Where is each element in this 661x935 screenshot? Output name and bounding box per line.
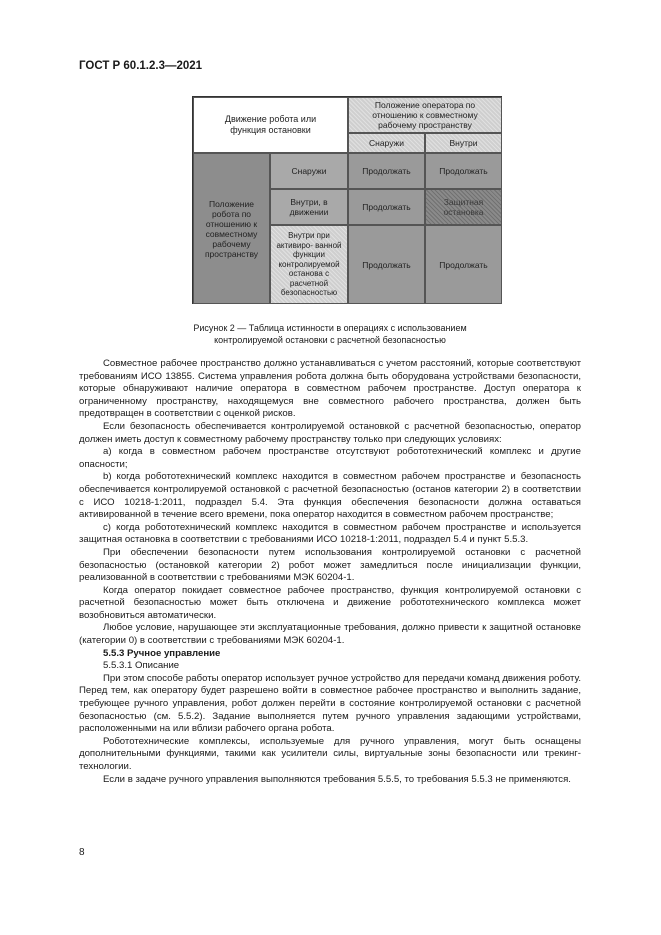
column-header-inside-text: Внутри <box>449 138 478 148</box>
column-header-outside <box>348 133 425 153</box>
table-header-operator-position <box>348 97 502 133</box>
figure-caption <box>79 322 581 346</box>
row-label-inside-monitored-stop-text: Внутри при активиро- ванной функции контролируемой останова с расчетной безопасностью <box>276 231 342 298</box>
row-label-inside-moving <box>270 189 348 225</box>
paragraph: При обеспечении безопасности путем использования контролируемой остановки с расчетной безопасностью (остановкой категории 2) робот может замедлиться после инициализации функции, реализованной в соответствии с требованиями МЭК 60204-1. <box>79 546 581 584</box>
column-header-outside-text: Снаружи <box>369 138 404 148</box>
figure-caption-line1: Рисунок 2 — Таблица истинности в операциях с использованием <box>193 323 467 333</box>
cell-r2-outside <box>348 189 425 225</box>
section-heading-553: 5.5.3 Ручное управление <box>103 647 221 659</box>
cell-r1-inside-text: Продолжать <box>439 166 488 176</box>
table-header-operator-position-text: Положение оператора по отношению к совместному рабочему пространству <box>372 100 478 130</box>
paragraph: Если в задаче ручного управления выполняются требования 5.5.5, то требования 5.5.3 не применяются. <box>103 773 571 785</box>
column-header-inside <box>425 133 502 153</box>
cell-r2-inside-protective-stop <box>425 189 502 225</box>
paragraph: Совместное рабочее пространство должно устанавливаться с учетом расстояний, которые соответствуют требованиям ИСО 13855. Система управления робота должна быть оборудована устройствами безопасности, которые обнаруживают наличие оператора в совместном рабочем пространстве. Доступ оператора к ограниченному пространству, находящемуся вне совместного рабочего пространства, должен быть предотвращен в соответствии с оценкой рисков. <box>79 358 581 420</box>
row-label-outside-text: Снаружи <box>291 166 327 176</box>
cell-r2-outside-text: Продолжать <box>362 202 411 212</box>
cell-r3-inside-text: Продолжать <box>439 259 488 270</box>
page-number: 8 <box>79 847 85 858</box>
table-header-robot-motion <box>193 97 348 153</box>
paragraph-list-item: a) когда в совместном рабочем пространстве отсутствуют робототехнический комплекс и другие опасности; <box>79 446 581 470</box>
cell-r3-outside-text: Продолжать <box>362 259 411 270</box>
paragraph: Любое условие, нарушающее эти эксплуатационные требования, должно привести к защитной остановке (категории 0) в соответствии с требованиями МЭК 60204-1. <box>79 622 581 647</box>
row-label-inside-moving-text: Внутри, в движении <box>289 197 329 217</box>
table-header-robot-motion-text: Движение робота или функция остановки <box>224 114 317 135</box>
cell-r1-outside <box>348 153 425 189</box>
paragraph-list-item: b) когда робототехнический комплекс находится в совместном рабочем пространстве и безопасность обеспечивается контролируемой остановкой с расчетной безопасностью (останов категории 2) в соответствии с ИСО 10218-1:2011, подраздел 5.4. Эта функция обеспечения безопасности должна оставаться активированной в течение всего времени, пока оператор находится в совместном рабочем пространстве; <box>79 471 581 521</box>
figure-caption-line2: контролируемой остановки с расчетной безопасностью <box>214 335 446 345</box>
document-header: ГОСТ Р 60.1.2.3—2021 <box>79 60 203 72</box>
truth-table-figure <box>192 96 502 304</box>
row-header-robot-position <box>193 153 270 304</box>
cell-r3-inside <box>425 225 502 304</box>
cell-r3-outside <box>348 225 425 304</box>
body-text <box>79 358 581 786</box>
row-label-inside-monitored-stop <box>270 225 348 304</box>
paragraph: При этом способе работы оператор использует ручное устройство для передачи команд движения роботу. Перед тем, как оператору будет разрешено войти в совместное рабочее пространство и выполнить задание, требующее ручного управления, робот должен перейти в состояние контролируемой остановки с расчетной безопасностью (см. 5.5.2). Задание выполняется путем ручного управления задающими устройствами, расположенными на или вблизи рабочего органа робота. <box>79 672 581 735</box>
row-header-robot-position-text: Положение робота по отношению к совместному рабочему пространству <box>204 198 259 259</box>
subsection-heading-5531: 5.5.3.1 Описание <box>103 660 180 672</box>
paragraph: Когда оператор покидает совместное рабочее пространство, функция контролируемой остановки с расчетной безопасностью может быть отключена и движение робототехнического комплекса может возобновиться автоматически. <box>79 584 581 621</box>
paragraph-list-item: c) когда робототехнический комплекс находится в совместном рабочем пространстве и используется защитная остановка в соответствии с требованиями ИСО 10218-1:2011, подраздел 5.4 и пункт 5.5.3. <box>79 521 581 546</box>
cell-r1-inside <box>425 153 502 189</box>
paragraph: Если безопасность обеспечивается контролируемой остановкой с расчетной безопасностью, оператор должен иметь доступ к совместному рабочему пространству только при следующих условиях: <box>79 420 581 445</box>
row-label-outside <box>270 153 348 189</box>
paragraph: Робототехнические комплексы, используемые для ручного управления, могут быть оснащены дополнительными функциями, такими как усилители силы, виртуальные зоны безопасности или трекинг-технологии. <box>79 735 581 772</box>
cell-r2-inside-text: Защитная остановка <box>443 197 484 217</box>
cell-r1-outside-text: Продолжать <box>362 166 411 176</box>
